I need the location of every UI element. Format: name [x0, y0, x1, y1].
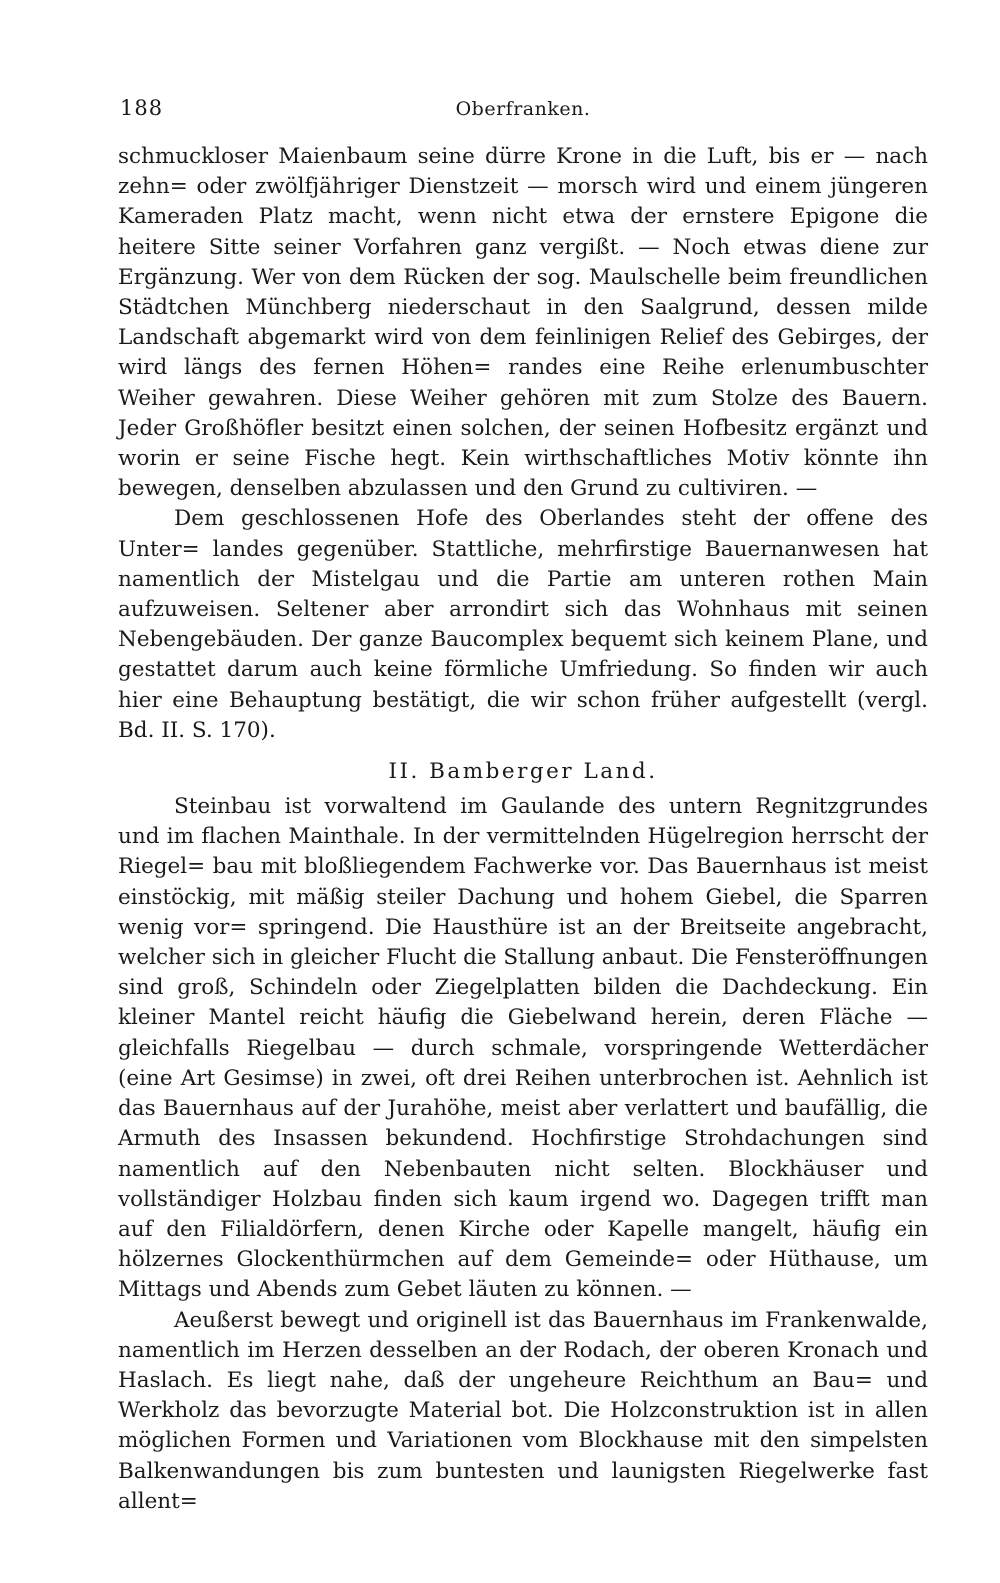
paragraph-3: Steinbau ist vorwaltend im Gaulande des untern Regnitzgrundes und im flachen Mainthale. In der vermittelnden Hügelregion herrscht der Riegel= bau mit bloßliegendem Fachwerke vor. Das Bauernhaus ist meist einstöckig, mit mäßig steiler Dachung und hohem Giebel, die Sparren wenig vor= springend. Die Hausthüre ist an der Breitseite angebracht, welcher sich in gleicher Flucht die Stallung anbaut. Die Fensteröffnungen sind groß, Schindeln oder Ziegelplatten bilden die Dachdeckung. Ein kleiner Mantel reicht häufig die Giebelwand herein, deren Fläche — gleichfalls Riegelbau — durch schmale, vorspringende Wetterdächer (eine Art Gesimse) in zwei, oft drei Reihen unterbrochen ist. Aehnlich ist das Bauernhaus auf der Jurahöhe, meist aber verlattert und baufällig, die Armuth des Insassen bekundend. Hochfirstige Strohdachungen sind namentlich auf den Nebenbauten nicht selten. Blockhäuser und vollständiger Holzbau finden sich kaum irgend wo. Dagegen trifft man auf den Filialdörfern, denen Kirche oder Kapelle mangelt, häufig ein hölzernes Glockenthürmchen auf dem Gemeinde= oder Hüthause, um Mittags und Abends zum Gebet läuten zu können. —: [118, 794, 928, 1303]
paragraph-2: Dem geschlossenen Hofe des Oberlandes steht der offene des Unter= landes gegenüber. Stattliche, mehrfirstige Bauernanwesen hat namentlich der Mistelgau und die Partie am unteren rothen Main aufzuweisen. Seltener aber arrondirt sich das Wohnhaus mit seinen Nebengebäuden. Der ganze Baucomplex bequemt sich keinem Plane, und gestattet darum auch keine förmliche Umfriedung. So finden wir auch hier eine Behauptung bestätigt, die wir schon früher aufgestellt (vergl. Bd. II. S. 170).: [118, 506, 928, 743]
book-page: [118, 96, 928, 1517]
running-head: Oberfranken.: [455, 98, 591, 120]
section-heading: II. Bamberger Land.: [388, 759, 658, 785]
paragraph-1: schmuckloser Maienbaum seine dürre Krone in die Luft, bis er — nach zehn= oder zwölfjähriger Dienstzeit — morsch wird und einem jüngeren Kameraden Platz macht, wenn nicht etwa der ernstere Epigone die heitere Sitte seiner Vorfahren ganz vergißt. — Noch etwas diene zur Ergänzung. Wer von dem Rücken der sog. Maulschelle beim freundlichen Städtchen Münchberg niederschaut in den Saalgrund, dessen milde Landschaft abgemarkt wird von dem feinlinigen Relief des Gebirges, der wird längs des fernen Höhen= randes eine Reihe erlenumbuschter Weiher gewahren. Diese Weiher gehören mit zum Stolze des Bauern. Jeder Großhöfler besitzt einen solchen, der seinen Hofbesitz ergänzt und worin er seine Fische hegt. Kein wirthschaftliches Motiv könnte ihn bewegen, denselben abzulassen und den Grund zu cultiviren. —: [118, 144, 928, 502]
page-header: [118, 96, 928, 136]
body-text: [118, 142, 928, 1517]
page-number: 188: [120, 96, 164, 120]
paragraph-4: Aeußerst bewegt und originell ist das Bauernhaus im Frankenwalde, namentlich im Herzen desselben an der Rodach, der oberen Kronach und Haslach. Es liegt nahe, daß der ungeheure Reichthum an Bau= und Werkholz das bevorzugte Material bot. Die Holzconstruktion ist in allen möglichen Formen und Variationen vom Blockhause mit den simpelsten Balkenwandungen bis zum buntesten und launigsten Riegelwerke fast allent=: [118, 1307, 928, 1514]
